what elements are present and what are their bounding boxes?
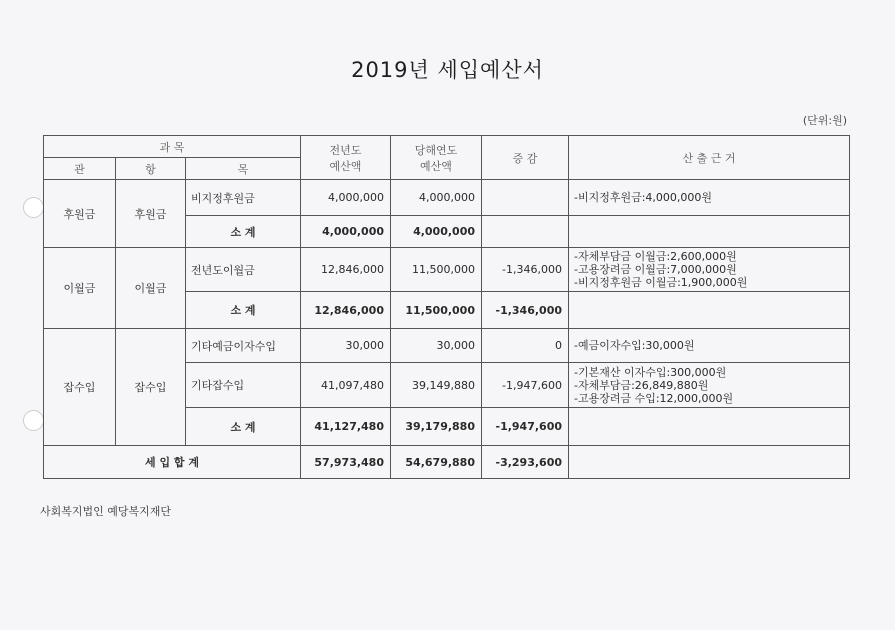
subtotal-prev: 12,846,000 <box>301 292 391 329</box>
organization-name: 사회복지법인 예당복지재단 <box>40 505 172 518</box>
curr-cell: 39,149,880 <box>391 363 482 408</box>
basis-line: -예금이자수입:30,000원 <box>574 339 695 352</box>
header-diff: 증 감 <box>482 136 569 180</box>
basis-cell <box>569 408 850 446</box>
table-row <box>44 180 850 216</box>
header-prev-line1: 전년도 <box>329 143 362 157</box>
prev-cell: 4,000,000 <box>301 180 391 216</box>
hang-cell: 이월금 <box>116 248 186 329</box>
mok-cell: 비지정후원금 <box>186 180 301 216</box>
subtotal-label: 소 계 <box>186 408 301 446</box>
header-prev-line2: 예산액 <box>329 159 362 173</box>
basis-line: -고용장려금 수입:12,000,000원 <box>574 391 734 405</box>
header-subject: 과 목 <box>44 136 301 158</box>
subtotal-diff: -1,346,000 <box>482 292 569 329</box>
basis-line: -자체부담금:26,849,880원 <box>574 378 709 392</box>
gwan-cell: 후원금 <box>44 180 116 248</box>
unit-label: (단위:원) <box>802 114 847 127</box>
header-mok: 목 <box>186 158 301 180</box>
basis-cell <box>569 180 850 216</box>
total-row <box>44 446 850 479</box>
subtotal-curr: 11,500,000 <box>391 292 482 329</box>
subtotal-diff: -1,947,600 <box>482 408 569 446</box>
header-curr-budget <box>391 136 482 180</box>
total-diff: -3,293,600 <box>482 446 569 479</box>
subtotal-diff <box>482 216 569 248</box>
gwan-cell: 이월금 <box>44 248 116 329</box>
basis-cell <box>569 216 850 248</box>
curr-cell: 11,500,000 <box>391 248 482 292</box>
subtotal-prev: 4,000,000 <box>301 216 391 248</box>
diff-cell: -1,346,000 <box>482 248 569 292</box>
basis-cell <box>569 363 850 408</box>
basis-cell <box>569 248 850 292</box>
subtotal-curr: 4,000,000 <box>391 216 482 248</box>
mok-cell: 기타잡수입 <box>186 363 301 408</box>
binder-hole <box>23 197 44 218</box>
header-curr-line2: 예산액 <box>420 159 452 173</box>
prev-cell: 12,846,000 <box>301 248 391 292</box>
header-gwan: 관 <box>44 158 116 180</box>
budget-table <box>43 135 850 479</box>
header-hang: 항 <box>116 158 186 180</box>
total-curr: 54,679,880 <box>391 446 482 479</box>
basis-line: -자체부담금 이월금:2,600,000원 <box>574 250 737 263</box>
binder-hole <box>23 410 44 431</box>
table-row <box>44 329 850 363</box>
hang-cell: 후원금 <box>116 180 186 248</box>
header-basis: 산 출 근 거 <box>569 136 850 180</box>
total-label: 세 입 합 계 <box>44 446 301 479</box>
basis-line: -비지정후원금 이월금:1,900,000원 <box>574 276 748 289</box>
basis-line: -비지정후원금:4,000,000원 <box>574 191 713 204</box>
curr-cell: 4,000,000 <box>391 180 482 216</box>
basis-line: -기본재산 이자수입:300,000원 <box>574 365 727 379</box>
subtotal-label: 소 계 <box>186 292 301 329</box>
table-row <box>44 248 850 292</box>
prev-cell: 30,000 <box>301 329 391 363</box>
total-prev: 57,973,480 <box>301 446 391 479</box>
basis-cell <box>569 292 850 329</box>
subtotal-label: 소 계 <box>186 216 301 248</box>
header-curr-line1: 당해연도 <box>414 143 458 157</box>
header-row <box>44 136 850 158</box>
mok-cell: 기타예금이자수입 <box>186 329 301 363</box>
basis-cell <box>569 329 850 363</box>
basis-cell <box>569 446 850 479</box>
diff-cell: -1,947,600 <box>482 363 569 408</box>
subtotal-prev: 41,127,480 <box>301 408 391 446</box>
header-prev-budget <box>301 136 391 180</box>
gwan-cell: 잡수입 <box>44 329 116 446</box>
curr-cell: 30,000 <box>391 329 482 363</box>
document-title: 2019년 세입예산서 <box>351 58 544 82</box>
basis-line: -고용장려금 이월금:7,000,000원 <box>574 263 737 276</box>
hang-cell: 잡수입 <box>116 329 186 446</box>
diff-cell: 0 <box>482 329 569 363</box>
diff-cell <box>482 180 569 216</box>
subtotal-curr: 39,179,880 <box>391 408 482 446</box>
prev-cell: 41,097,480 <box>301 363 391 408</box>
mok-cell: 전년도이월금 <box>186 248 301 292</box>
